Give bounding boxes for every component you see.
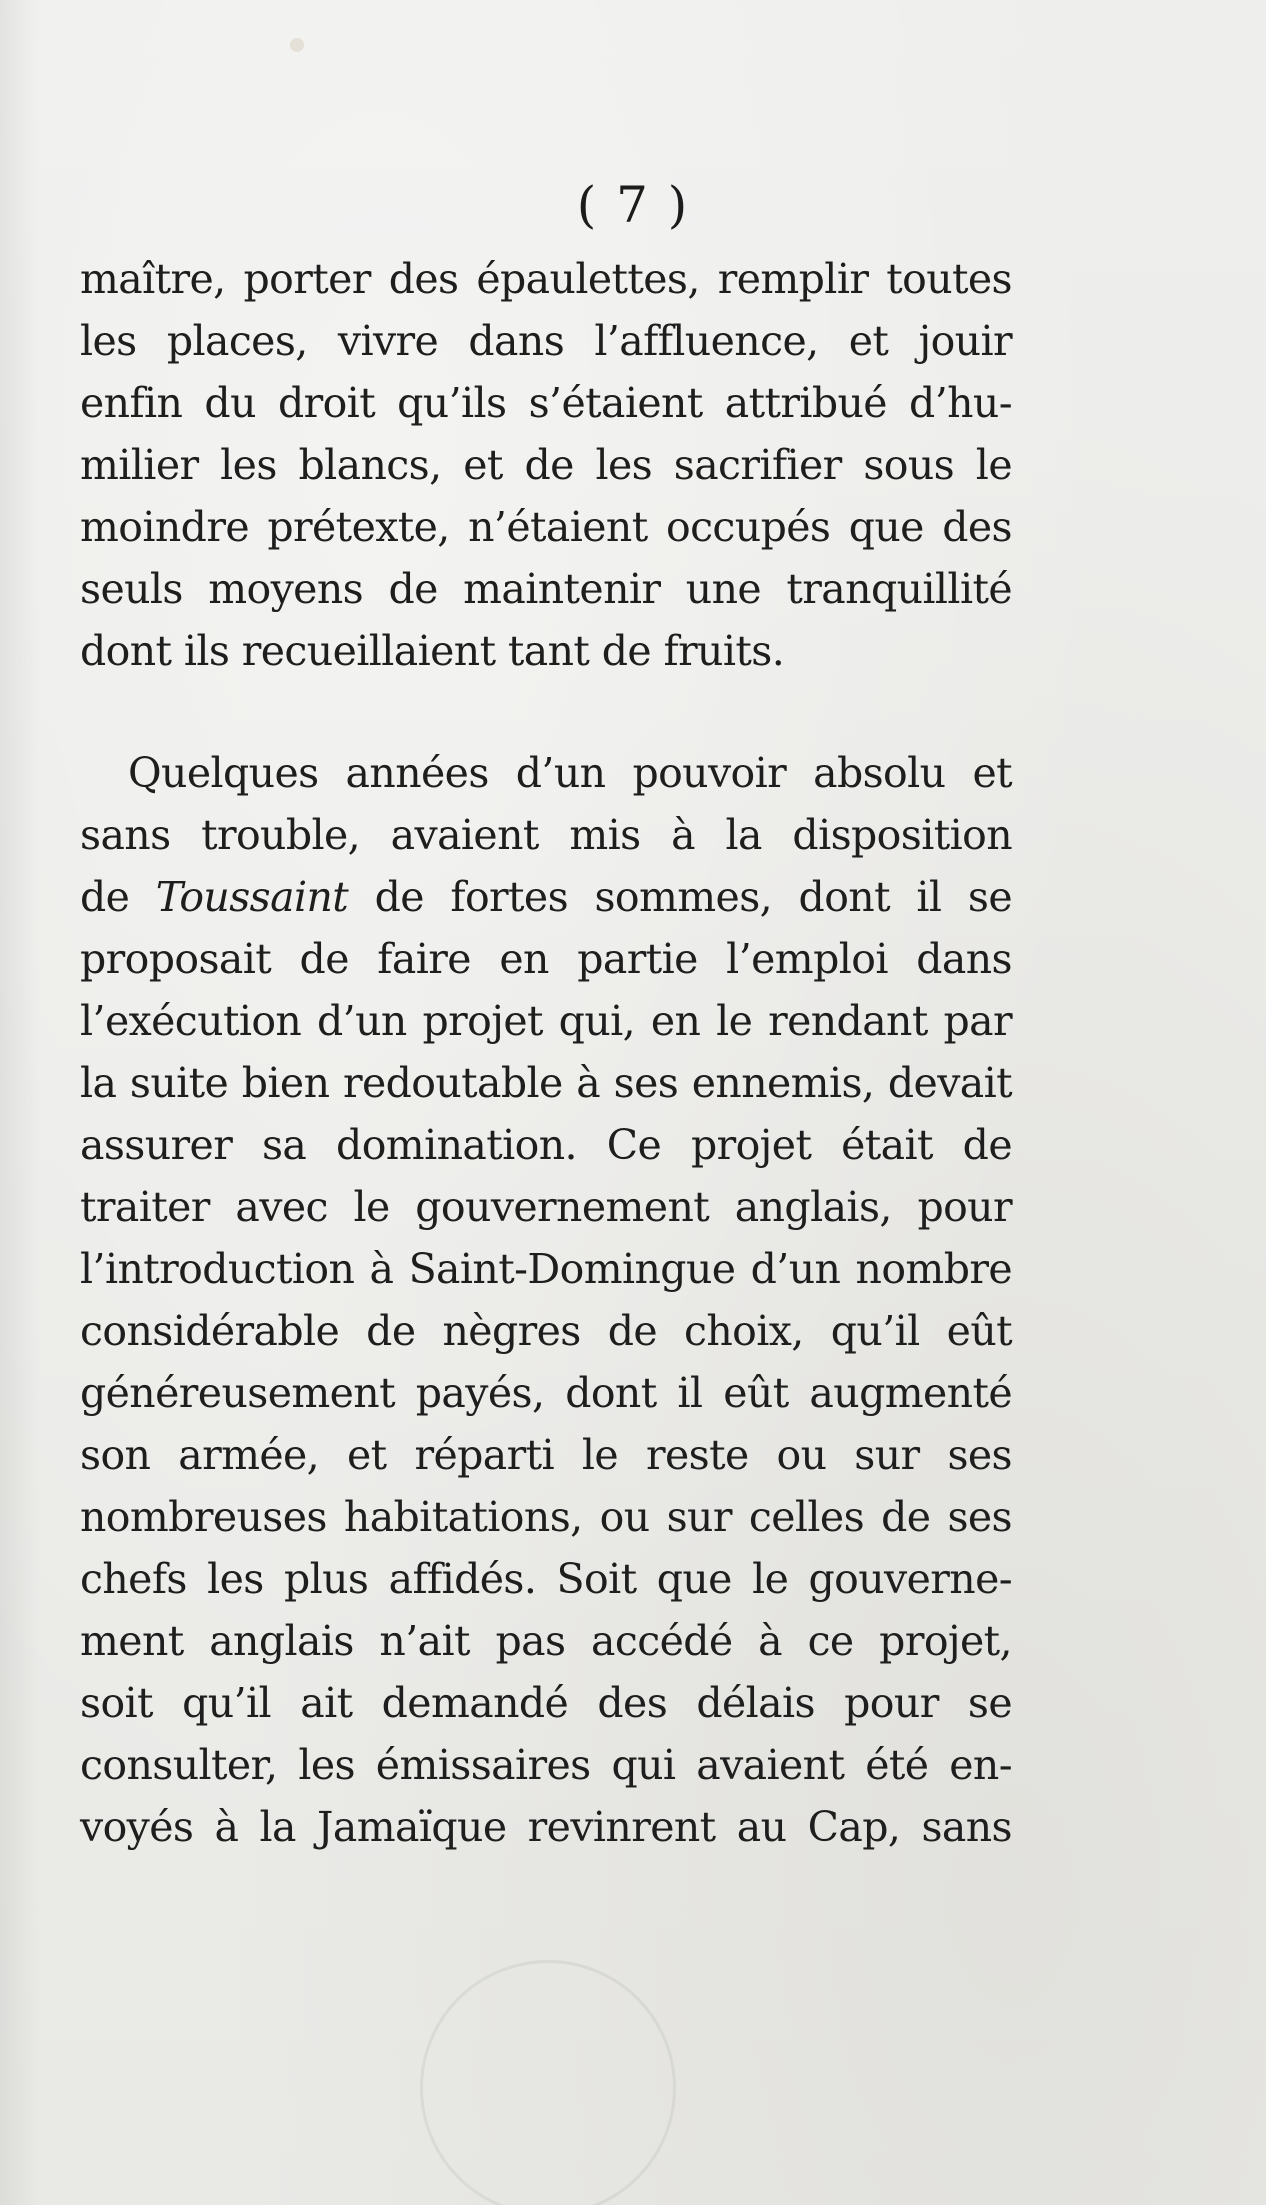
text-line: traiter avec le gouvernement anglais, pour [80,1183,1012,1231]
text-line: généreusement payés, dont il eût augmenté [80,1369,1012,1417]
italic-name: Toussaint [155,873,349,921]
text-line: milier les blancs, et de les sacrifier sous le [80,441,1012,489]
text-line: sans trouble, avaient mis à la disposition [80,811,1012,859]
text-line: consulter, les émissaires qui avaient été en- [80,1741,1012,1789]
text-line: considérable de nègres de choix, qu’il eût [80,1307,1012,1355]
text-line: assurer sa domination. Ce projet était de [80,1121,1012,1169]
text-line: enfin du droit qu’ils s’étaient attribué d’hu- [80,379,1012,427]
paragraph-2 [80,742,1012,1858]
text-line: seuls moyens de maintenir une tranquillité [80,565,1012,613]
text-line: ment anglais n’ait pas accédé à ce projet, [80,1617,1012,1665]
text-line: soit qu’il ait demandé des délais pour se [80,1679,1012,1727]
paragraph-1 [80,248,1012,682]
text-line: de Toussaint de fortes sommes, dont il se [80,873,1013,921]
text-line: voyés à la Jamaïque revinrent au Cap, sans [80,1803,1012,1851]
foxing-spot [290,38,304,52]
faint-stamp [420,1960,676,2205]
text-line: proposait de faire en partie l’emploi dans [80,935,1012,983]
text-line: nombreuses habitations, ou sur celles de ses [80,1493,1012,1541]
text-line: Quelques années d’un pouvoir absolu et [128,749,1012,797]
text-line: dont ils recueillaient tant de fruits. [80,627,785,675]
gutter-shadow [0,0,40,2205]
page-number: ( 7 ) [576,176,690,234]
text-line: l’introduction à Saint-Domingue d’un nombre [80,1245,1012,1293]
text-line: son armée, et réparti le reste ou sur ses [80,1431,1012,1479]
text-line: moindre prétexte, n’étaient occupés que des [80,503,1012,551]
text-line: chefs les plus affidés. Soit que le gouverne- [80,1555,1012,1603]
text-line: la suite bien redoutable à ses ennemis, devait [80,1059,1012,1107]
text-line: maître, porter des épaulettes, remplir toutes [80,255,1012,303]
text-line: les places, vivre dans l’affluence, et jouir [80,317,1012,365]
text-line: l’exécution d’un projet qui, en le rendant par [80,997,1012,1045]
